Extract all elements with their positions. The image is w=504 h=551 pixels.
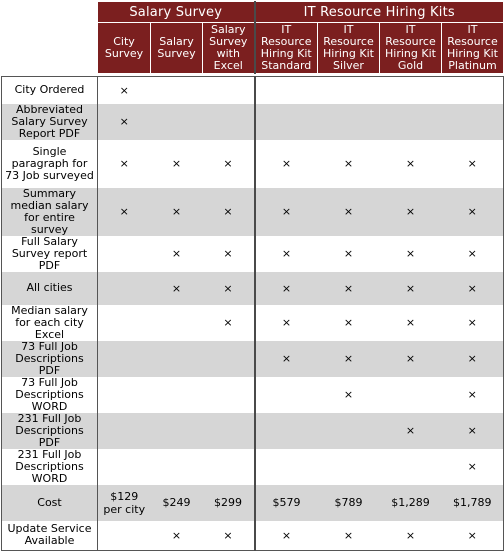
table-row (2, 104, 504, 140)
cell-kit-standard (255, 485, 318, 521)
price-value: $1,789 (453, 496, 492, 509)
cell-salary-survey (151, 377, 203, 413)
table-row (2, 140, 504, 188)
cell-city-survey (98, 341, 151, 377)
column-header-row (2, 23, 504, 74)
included-mark-icon: × (223, 157, 233, 170)
cell-city-survey (98, 272, 151, 305)
included-mark-icon: × (343, 157, 354, 170)
cell-kit-platinum (442, 140, 504, 188)
group-header-row (2, 2, 504, 23)
included-mark-icon: × (405, 157, 416, 170)
included-mark-icon: × (281, 247, 292, 260)
included-mark-icon: × (343, 388, 354, 401)
cell-city-survey (98, 413, 151, 449)
table-row (2, 413, 504, 449)
cell-salary-survey (151, 77, 203, 104)
cell-city-survey (98, 140, 151, 188)
row-label: Median salary for each city Excel (2, 305, 98, 341)
cell-kit-platinum (442, 305, 504, 341)
cell-kit-standard (255, 341, 318, 377)
included-mark-icon: × (343, 316, 354, 329)
cell-city-survey (98, 485, 151, 521)
row-label: 231 Full Job Descriptions WORD (2, 449, 98, 485)
row-label: 73 Full Job Descriptions PDF (2, 341, 98, 377)
cell-kit-gold (380, 272, 442, 305)
table-row (2, 485, 504, 521)
table-row (2, 305, 504, 341)
included-mark-icon: × (405, 316, 416, 329)
cell-salary-survey-excel (203, 272, 255, 305)
row-label: City Ordered (2, 77, 98, 104)
cell-kit-platinum (442, 188, 504, 236)
included-mark-icon: × (281, 352, 292, 365)
cell-salary-survey-excel (203, 104, 255, 140)
row-label: Full Salary Survey report PDF (2, 236, 98, 272)
column-header-kit-platinum: IT Resource Hiring Kit Platinum (442, 23, 504, 74)
cell-kit-gold (380, 485, 442, 521)
cell-kit-platinum (442, 413, 504, 449)
row-label: 231 Full Job Descriptions PDF (2, 413, 98, 449)
included-mark-icon: × (343, 205, 354, 218)
cell-kit-platinum (442, 449, 504, 485)
cell-salary-survey (151, 104, 203, 140)
cell-kit-silver (318, 77, 380, 104)
column-header-kit-standard: IT Resource Hiring Kit Standard (255, 23, 318, 74)
included-mark-icon: × (467, 460, 477, 473)
row-label: Update Service Available (2, 521, 98, 551)
cell-city-survey (98, 77, 151, 104)
cell-kit-silver (318, 521, 380, 551)
cell-kit-standard (255, 140, 318, 188)
cell-kit-platinum (442, 521, 504, 551)
cell-kit-platinum (442, 485, 504, 521)
included-mark-icon: × (405, 352, 416, 365)
table-row (2, 341, 504, 377)
cell-kit-gold (380, 104, 442, 140)
included-mark-icon: × (467, 157, 477, 170)
included-mark-icon: × (405, 424, 416, 437)
included-mark-icon: × (223, 205, 233, 218)
cell-kit-standard (255, 77, 318, 104)
included-mark-icon: × (281, 205, 292, 218)
column-header-salary-survey: Salary Survey (151, 23, 203, 74)
cell-kit-standard (255, 272, 318, 305)
cell-kit-gold (380, 413, 442, 449)
cell-kit-standard (255, 377, 318, 413)
included-mark-icon: × (343, 352, 354, 365)
cell-kit-platinum (442, 341, 504, 377)
included-mark-icon: × (119, 115, 129, 128)
included-mark-icon: × (171, 205, 182, 218)
cell-kit-silver (318, 305, 380, 341)
cell-kit-platinum (442, 377, 504, 413)
cell-kit-gold (380, 188, 442, 236)
included-mark-icon: × (467, 528, 477, 542)
cell-salary-survey-excel (203, 305, 255, 341)
cell-kit-silver (318, 140, 380, 188)
cell-city-survey (98, 236, 151, 272)
cell-kit-standard (255, 305, 318, 341)
cell-salary-survey-excel (203, 521, 255, 551)
cell-kit-gold (380, 521, 442, 551)
cell-salary-survey (151, 305, 203, 341)
included-mark-icon: × (467, 388, 477, 401)
included-mark-icon: × (171, 247, 182, 260)
cell-salary-survey-excel (203, 449, 255, 485)
cell-kit-silver (318, 485, 380, 521)
cell-kit-silver (318, 272, 380, 305)
header-blank-cell (2, 2, 98, 23)
cell-salary-survey (151, 521, 203, 551)
price-value: $789 (334, 496, 363, 509)
cell-kit-standard (255, 449, 318, 485)
cell-salary-survey (151, 413, 203, 449)
row-label: Abbreviated Salary Survey Report PDF (2, 104, 98, 140)
cell-kit-silver (318, 236, 380, 272)
cell-city-survey (98, 305, 151, 341)
included-mark-icon: × (223, 528, 233, 542)
cell-salary-survey (151, 140, 203, 188)
cell-kit-gold (380, 341, 442, 377)
included-mark-icon: × (405, 205, 416, 218)
included-mark-icon: × (405, 528, 416, 542)
cell-salary-survey (151, 341, 203, 377)
included-mark-icon: × (467, 352, 477, 365)
included-mark-icon: × (467, 205, 477, 218)
cell-kit-silver (318, 377, 380, 413)
included-mark-icon: × (281, 157, 292, 170)
included-mark-icon: × (119, 205, 129, 218)
included-mark-icon: × (281, 528, 292, 542)
cell-kit-silver (318, 413, 380, 449)
cell-kit-gold (380, 377, 442, 413)
cell-salary-survey-excel (203, 377, 255, 413)
cell-salary-survey (151, 188, 203, 236)
table-row (2, 377, 504, 413)
cell-salary-survey-excel (203, 341, 255, 377)
cell-kit-platinum (442, 236, 504, 272)
cell-salary-survey-excel (203, 236, 255, 272)
column-header-kit-silver: IT Resource Hiring Kit Silver (318, 23, 380, 74)
included-mark-icon: × (171, 528, 182, 542)
cell-city-survey (98, 521, 151, 551)
included-mark-icon: × (467, 247, 477, 260)
table-row (2, 272, 504, 305)
table-row (2, 521, 504, 551)
row-label: Summary median salary for entire survey (2, 188, 98, 236)
cell-salary-survey (151, 449, 203, 485)
cell-city-survey (98, 104, 151, 140)
cell-kit-gold (380, 305, 442, 341)
included-mark-icon: × (281, 281, 292, 295)
included-mark-icon: × (281, 316, 292, 329)
price-value: $1,289 (391, 496, 430, 509)
included-mark-icon: × (223, 247, 233, 260)
price-value: $249 (162, 496, 191, 509)
cell-city-survey (98, 377, 151, 413)
included-mark-icon: × (223, 316, 233, 329)
cell-salary-survey-excel (203, 140, 255, 188)
row-label: Cost (2, 485, 98, 521)
included-mark-icon: × (343, 528, 354, 542)
group-salary-survey: Salary Survey (98, 2, 255, 23)
cell-kit-silver (318, 341, 380, 377)
included-mark-icon: × (467, 316, 477, 329)
cell-kit-standard (255, 413, 318, 449)
cell-salary-survey-excel (203, 188, 255, 236)
cell-kit-gold (380, 236, 442, 272)
cell-kit-standard (255, 188, 318, 236)
cell-salary-survey (151, 485, 203, 521)
price-value: $129 per city (103, 489, 146, 516)
cell-kit-silver (318, 449, 380, 485)
cell-city-survey (98, 188, 151, 236)
included-mark-icon: × (343, 281, 354, 295)
cell-kit-platinum (442, 77, 504, 104)
cell-salary-survey-excel (203, 485, 255, 521)
included-mark-icon: × (405, 281, 416, 295)
cell-city-survey (98, 449, 151, 485)
included-mark-icon: × (223, 281, 233, 295)
header-blank-cell (2, 23, 98, 74)
cell-kit-silver (318, 188, 380, 236)
product-comparison-table (1, 1, 504, 551)
cell-kit-platinum (442, 104, 504, 140)
column-header-kit-gold: IT Resource Hiring Kit Gold (380, 23, 442, 74)
included-mark-icon: × (171, 157, 182, 170)
cell-kit-standard (255, 236, 318, 272)
price-value: $579 (272, 496, 301, 509)
cell-kit-gold (380, 449, 442, 485)
row-label: 73 Full Job Descriptions WORD (2, 377, 98, 413)
cell-kit-gold (380, 77, 442, 104)
included-mark-icon: × (119, 83, 129, 97)
cell-kit-standard (255, 521, 318, 551)
included-mark-icon: × (171, 281, 182, 295)
column-header-salary-survey-excel: Salary Survey with Excel (203, 23, 255, 74)
included-mark-icon: × (467, 424, 477, 437)
cell-salary-survey (151, 236, 203, 272)
table-row (2, 77, 504, 104)
cell-salary-survey (151, 272, 203, 305)
included-mark-icon: × (405, 247, 416, 260)
table-row (2, 449, 504, 485)
included-mark-icon: × (119, 157, 129, 170)
column-header-city-survey: City Survey (98, 23, 151, 74)
group-it-hiring-kits: IT Resource Hiring Kits (255, 2, 504, 23)
cell-kit-gold (380, 140, 442, 188)
row-label: Single paragraph for 73 Job surveyed (2, 140, 98, 188)
table-row (2, 236, 504, 272)
row-label: All cities (2, 272, 98, 305)
price-value: $299 (214, 496, 242, 509)
cell-kit-platinum (442, 272, 504, 305)
cell-kit-silver (318, 104, 380, 140)
cell-salary-survey-excel (203, 77, 255, 104)
cell-salary-survey-excel (203, 413, 255, 449)
feature-rows (2, 77, 504, 551)
included-mark-icon: × (343, 247, 354, 260)
table-row (2, 188, 504, 236)
cell-kit-standard (255, 104, 318, 140)
included-mark-icon: × (467, 281, 477, 295)
